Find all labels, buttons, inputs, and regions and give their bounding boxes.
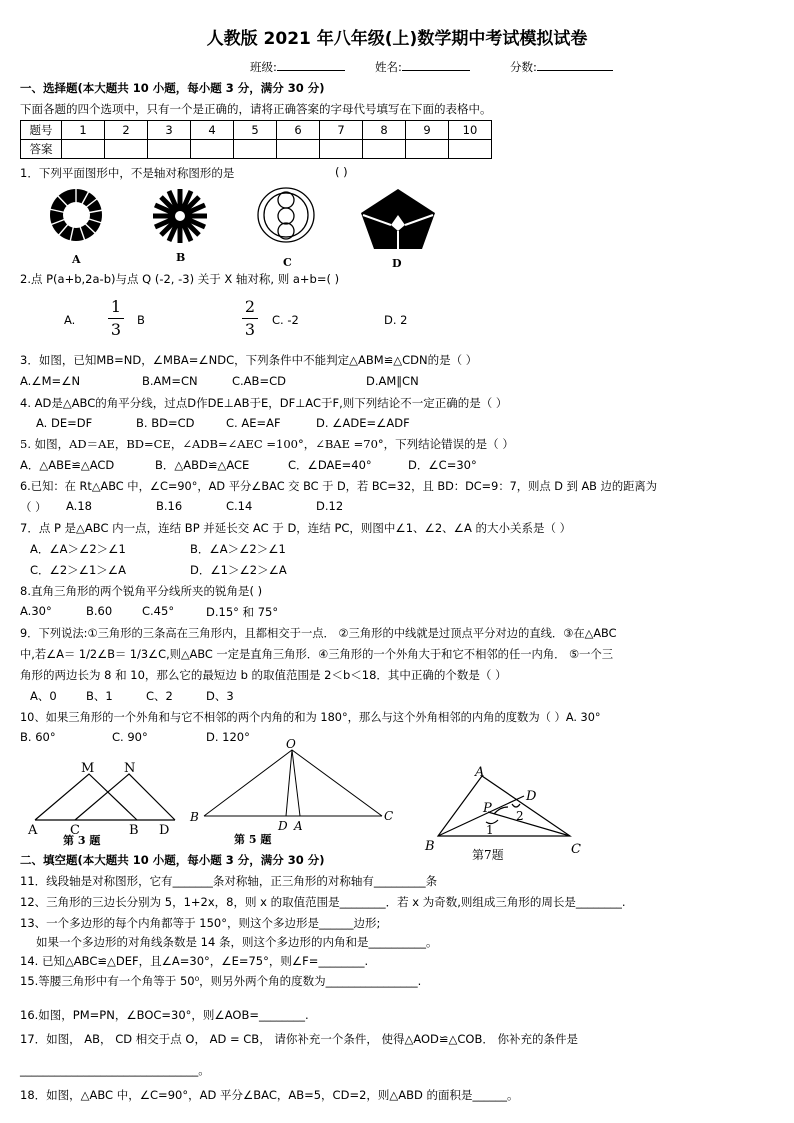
fig5-caption: 第 5 题 (234, 833, 272, 846)
q11-text: 11．线段轴是对称图形，它有_______条对称轴，正三角形的对称轴有_________条 (20, 874, 438, 888)
q6-text: 6.已知：在 Rt△ABC 中，∠C=90°，AD 平分∠BAC 交 BC 于 D，若 BC=32，且 BD：DC=9：7，则点 D 到 AB 边的距离为 (20, 480, 658, 493)
table-cell: 7 (320, 121, 363, 140)
table-cell: 10 (449, 121, 492, 140)
figure-c-icon (258, 188, 314, 242)
q9-text-line3: 角形的两边长为 8 和 10，那么它的最短边 b 的取值范围是 2＜b＜18．其中正确的个数是（ ） (20, 668, 507, 682)
q5-option-c[interactable]: C．∠DAE=40° (288, 458, 372, 472)
fraction-a-numerator: 1 (108, 296, 124, 319)
table-cell: 8 (363, 121, 406, 140)
q9-text-line1: 9．下列说法:①三角形的三条高在三角形内，且都相交于一点． ②三角形的中线就是过顶点平分对边的直线．③在△ABC (20, 627, 617, 640)
section1-heading: 一、选择题(本大题共 10 小题，每小题 3 分，满分 30 分) (20, 81, 325, 95)
fig7-label-c: C (571, 842, 581, 857)
q6-option-c[interactable]: C.14 (226, 499, 253, 513)
fig3-label-c: C (70, 823, 80, 838)
fig7-label-p: P (483, 801, 492, 816)
answer-cell[interactable] (449, 140, 492, 159)
q9-text-line2: 中,若∠A＝ 1/2∠B＝ 1/3∠C,则△ABC 一定是直角三角形．④三角形的一个外角大于和它不相邻的任一内角． ⑤一个三 (20, 648, 614, 661)
figure-5 (186, 738, 401, 848)
fig3-label-a: A (28, 823, 38, 838)
score-field[interactable] (510, 59, 613, 75)
q3-option-a[interactable]: A.∠M=∠N (20, 374, 81, 388)
fig3-caption: 第 3 题 (63, 834, 101, 847)
q10-option-d[interactable]: D. 120° (206, 730, 250, 744)
q2-fraction-b (242, 296, 258, 341)
answer-cell[interactable] (363, 140, 406, 159)
figure-d-icon (361, 189, 435, 249)
fig7-caption: 第7题 (472, 848, 504, 862)
q9-option-c[interactable]: C、2 (146, 689, 173, 703)
figure-b-label: B (176, 251, 186, 264)
row1-label: 题号 (21, 121, 62, 140)
fraction-b-numerator: 2 (242, 296, 258, 319)
name-label: 姓名: (375, 60, 402, 74)
table-cell: 1 (62, 121, 105, 140)
q8-option-c[interactable]: C.45° (142, 604, 175, 618)
q8-text: 8.直角三角形的两个锐角平分线所夹的锐角是( ) (20, 584, 263, 598)
q3-text: 3．如图，已知MB=ND，∠MBA=∠NDC，下列条件中不能判定△ABM≌△CDN的是（ ） (20, 353, 478, 367)
answer-cell[interactable] (191, 140, 234, 159)
q4-option-b[interactable]: B. BD=CD (136, 416, 195, 430)
answer-cell[interactable] (277, 140, 320, 159)
q9-option-d[interactable]: D、3 (206, 689, 234, 703)
q5-text: 5. 如图，AD＝AE，BD=CE，∠ADB=∠AEC =100°，∠BAE =70°，下列结论错误的是（ ） (20, 437, 514, 451)
answer-cell[interactable] (62, 140, 105, 159)
answer-table (20, 120, 492, 159)
table-cell: 6 (277, 121, 320, 140)
figure-a-label: A (72, 253, 81, 266)
answer-cell[interactable] (320, 140, 363, 159)
fig5-label-c: C (384, 809, 394, 823)
table-cell: 2 (105, 121, 148, 140)
q5-option-b[interactable]: B．△ABD≌△ACE (155, 458, 250, 472)
answer-cell[interactable] (406, 140, 449, 159)
table-cell: 3 (148, 121, 191, 140)
q4-text: 4. AD是△ABC的角平分线，过点D作DE⊥AB于E，DF⊥AC于F,则下列结论不一定正确的是（ ） (20, 396, 508, 410)
fraction-a-denominator: 3 (110, 320, 122, 339)
q6-option-a[interactable]: A.18 (66, 499, 92, 513)
q2-option-c[interactable]: C. -2 (272, 313, 299, 327)
q8-option-d[interactable]: D.15° 和 75° (206, 605, 279, 619)
page-title: 人教版 2021 年八年级(上)数学期中考试模拟试卷 (206, 29, 588, 49)
q17-text-line2: _______________________________。 (20, 1063, 210, 1077)
answer-cell[interactable] (148, 140, 191, 159)
q2-option-a[interactable]: A. (64, 313, 76, 327)
q7-option-d[interactable]: D．∠1＞∠2＞∠A (190, 563, 287, 577)
q1-figures (40, 185, 440, 270)
table-row (21, 140, 492, 159)
q18-text: 18．如图，△ABC 中，∠C=90°，AD 平分∠BAC，AB=5，CD=2，则△ABD 的面积是______。 (20, 1088, 519, 1102)
q10-option-b[interactable]: B. 60° (20, 730, 56, 744)
fig5-label-d: D (278, 819, 288, 833)
class-label: 班级: (250, 60, 277, 74)
answer-cell[interactable] (105, 140, 148, 159)
section1-instruction: 下面各题的四个选项中，只有一个是正确的，请将正确答案的字母代号填写在下面的表格中。 (20, 102, 492, 116)
q2-option-b[interactable]: B (137, 313, 145, 327)
row2-label: 答案 (21, 140, 62, 159)
q2-fraction-a (108, 296, 124, 341)
q8-option-b[interactable]: B.60 (86, 604, 113, 618)
q6-option-d[interactable]: D.12 (316, 499, 344, 513)
fig3-label-b: B (129, 823, 139, 838)
fig5-label-b: B (190, 810, 199, 824)
class-field[interactable] (250, 59, 345, 75)
answer-cell[interactable] (234, 140, 277, 159)
q15-text: 15.等腰三角形中有一个角等于 50⁰，则另外两个角的度数为________________. (20, 974, 422, 988)
fig5-label-o: O (286, 738, 296, 751)
q16-text: 16.如图，PM=PN，∠BOC=30°，则∠AOB=________. (20, 1008, 309, 1022)
figure-3 (25, 758, 185, 848)
score-label: 分数: (510, 60, 537, 74)
q13-text-line1: 13、一个多边形的每个内角都等于 150°，则这个多边形是______边形; (20, 916, 381, 930)
q7-option-b[interactable]: B．∠A＞∠2＞∠1 (190, 542, 286, 556)
table-row (21, 121, 492, 140)
q14-text: 14. 已知△ABC≌△DEF，且∠A=30°，∠E=75°，则∠F=________. (20, 954, 369, 968)
q4-option-c[interactable]: C. AE=AF (226, 416, 281, 430)
figure-a-icon (49, 188, 103, 242)
q10-text: 10、如果三角形的一个外角和与它不相邻的两个内角的和为 180°，那么与这个外角相邻的内角的度数为（ ）A. 30° (20, 711, 601, 724)
fig7-label-1: 1 (486, 823, 494, 837)
q3-option-c[interactable]: C.AB=CD (232, 374, 286, 388)
fig7-label-d: D (526, 789, 537, 804)
q1-text: 1．下列平面图形中，不是轴对称图形的是 (20, 166, 235, 180)
figure-c-label: C (283, 256, 292, 269)
name-field[interactable] (375, 59, 470, 75)
table-cell: 9 (406, 121, 449, 140)
fig3-label-m: M (81, 761, 95, 776)
fig3-label-n: N (124, 761, 136, 776)
q9-option-b[interactable]: B、1 (86, 689, 113, 703)
section2-heading: 二、填空题(本大题共 10 小题，每小题 3 分，满分 30 分) (20, 853, 325, 867)
q8-option-a[interactable]: A.30° (20, 604, 52, 618)
q7-option-a[interactable]: A．∠A＞∠2＞∠1 (30, 542, 126, 556)
q2-option-d[interactable]: D. 2 (384, 313, 408, 327)
table-cell: 5 (234, 121, 277, 140)
fig7-label-a: A (475, 765, 485, 780)
q9-option-a[interactable]: A、0 (30, 689, 57, 703)
figure-7 (420, 760, 590, 865)
fraction-b-denominator: 3 (244, 320, 256, 339)
table-cell: 4 (191, 121, 234, 140)
fig7-label-b: B (425, 839, 435, 854)
figure-b-icon (153, 189, 207, 243)
q5-option-a[interactable]: A．△ABE≌△ACD (20, 458, 115, 472)
q17-text-line1: 17．如图， AB， CD 相交于点 O， AD = CB， 请你补充一个条件， 使得△AOD≌△COB． 你补充的条件是 (20, 1032, 579, 1046)
q12-text: 12、三角形的三边长分别为 5，1+2x，8，则 x 的取值范围是________．若 x 为奇数,则组成三角形的周长是________. (20, 895, 626, 909)
q3-option-d[interactable]: D.AM∥CN (366, 374, 419, 388)
q10-option-c[interactable]: C. 90° (112, 730, 148, 744)
q6-paren: （ ） (20, 500, 47, 514)
fig7-label-2: 2 (516, 809, 524, 823)
fig5-label-a: A (294, 819, 303, 833)
q7-text: 7．点 P 是△ABC 内一点，连结 BP 并延长交 AC 于 D，连结 PC，则图中∠1、∠2、∠A 的大小关系是（ ） (20, 521, 572, 535)
q4-option-a[interactable]: A. DE=DF (36, 416, 93, 430)
q1-paren: ( ) (335, 165, 348, 179)
q13-text-line2: 如果一个多边形的对角线条数是 14 条，则这个多边形的内角和是__________。 (36, 935, 438, 949)
q2-text: 2.点 P(a+b,2a-b)与点 Q (-2, -3) 关于 X 轴对称, 则 a+b=( ) (20, 272, 340, 286)
q7-option-c[interactable]: C．∠2＞∠1＞∠A (30, 563, 126, 577)
fig3-label-d: D (159, 823, 170, 838)
q5-option-d[interactable]: D．∠C=30° (408, 458, 477, 472)
figure-d-label: D (392, 257, 402, 270)
q4-option-d[interactable]: D. ∠ADE=∠ADF (316, 416, 410, 430)
q3-option-b[interactable]: B.AM=CN (142, 374, 198, 388)
q6-option-b[interactable]: B.16 (156, 499, 183, 513)
